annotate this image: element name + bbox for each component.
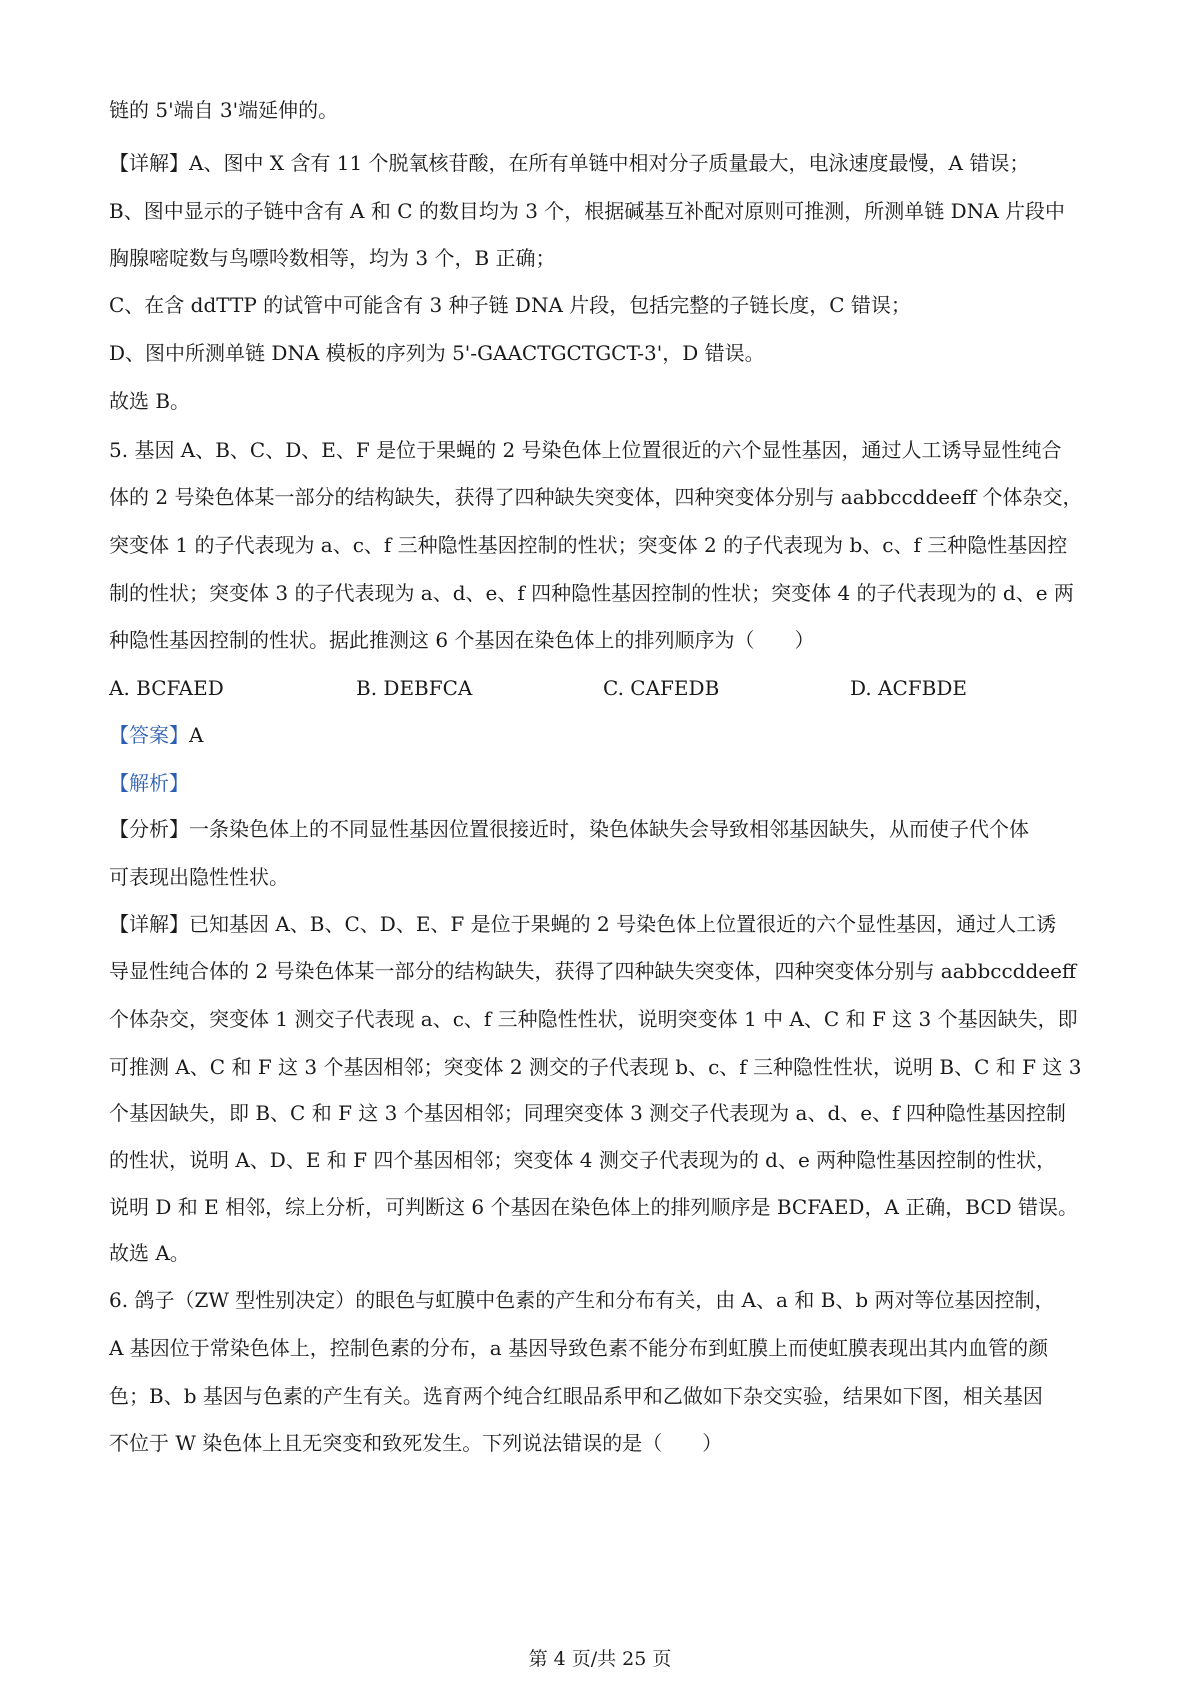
text-line: 个基因缺失，即 B、C 和 F 这 3 个基因相邻；同理突变体 3 测交子代表现为 a、d、e、f 四种隐性基因控制 — [109, 1101, 1066, 1125]
answer-line — [109, 722, 1099, 748]
text-line: 【详解】A、图中 X 含有 11 个脱氧核苷酸，在所有单链中相对分子质量最大，电泳速度最慢，A 错误； — [109, 151, 1030, 175]
question-5-text: 体的 2 号染色体某一部分的结构缺失，获得了四种缺失突变体，四种突变体分别与 aabbccddeeff 个体杂交， — [109, 485, 1083, 509]
question-6-text: 不位于 W 染色体上且无突变和致死发生。下列说法错误的是（ ） — [109, 1431, 723, 1455]
question-5-text: 5. 基因 A、B、C、D、E、F 是位于果蝇的 2 号染色体上位置很近的六个显性基因，通过人工诱导显性纯合 — [109, 438, 1062, 462]
text-line: 【详解】已知基因 A、B、C、D、E、F 是位于果蝇的 2 号染色体上位置很近的六个显性基因，通过人工诱 — [109, 912, 1057, 936]
text-line: 链的 5'端自 3'端延伸的。 — [109, 98, 339, 122]
answer-label: 【答案】 — [109, 723, 189, 747]
option-a: A. BCFAED — [109, 676, 224, 700]
text-line: 导显性纯合体的 2 号染色体某一部分的结构缺失，获得了四种缺失突变体，四种突变体分别与 aabbccddeeff — [109, 959, 1077, 983]
question-6-text: A 基因位于常染色体上，控制色素的分布，a 基因导致色素不能分布到虹膜上而使虹膜表现出其内血管的颜 — [109, 1336, 1049, 1360]
text-line: 故选 A。 — [109, 1241, 190, 1265]
option-c: C. CAFEDB — [603, 676, 720, 700]
question-5-text: 制的性状；突变体 3 的子代表现为 a、d、e、f 四种隐性基因控制的性状；突变体 4 的子代表现为的 d、e 两 — [109, 581, 1074, 605]
option-b: B. DEBFCA — [356, 676, 473, 700]
text-line: 【分析】一条染色体上的不同显性基因位置很接近时，染色体缺失会导致相邻基因缺失，从而使子代个体 — [109, 817, 1029, 841]
option-d: D. ACFBDE — [850, 676, 967, 700]
text-line: 可推测 A、C 和 F 这 3 个基因相邻；突变体 2 测交的子代表现 b、c、f 三种隐性性状，说明 B、C 和 F 这 3 — [109, 1055, 1082, 1079]
text-line: 胸腺嘧啶数与鸟嘌呤数相等，均为 3 个，B 正确； — [109, 246, 556, 270]
question-5-text: 突变体 1 的子代表现为 a、c、f 三种隐性基因控制的性状；突变体 2 的子代表现为 b、c、f 三种隐性基因控 — [109, 533, 1068, 557]
text-line: B、图中显示的子链中含有 A 和 C 的数目均为 3 个，根据碱基互补配对原则可推测，所测单链 DNA 片段中 — [109, 199, 1066, 223]
text-line: C、在含 ddTTP 的试管中可能含有 3 种子链 DNA 片段，包括完整的子链长度，C 错误； — [109, 293, 911, 317]
text-line: 可表现出隐性性状。 — [109, 865, 289, 889]
analysis-label: 【解析】 — [109, 771, 189, 795]
text-line: 的性状，说明 A、D、E 和 F 四个基因相邻；突变体 4 测交子代表现为的 d、e 两种隐性基因控制的性状， — [109, 1148, 1057, 1172]
page-footer: 第 4 页/共 25 页 — [528, 1648, 672, 1670]
text-line: 故选 B。 — [109, 389, 191, 413]
text-line: 说明 D 和 E 相邻，综上分析，可判断这 6 个基因在染色体上的排列顺序是 BCFAED，A 正确，BCD 错误。 — [109, 1195, 1079, 1219]
text-line: 个体杂交，突变体 1 测交子代表现 a、c、f 三种隐性性状，说明突变体 1 中 A、C 和 F 这 3 个基因缺失，即 — [109, 1007, 1078, 1031]
text-line: D、图中所测单链 DNA 模板的序列为 5'-GAACTGCTGCT-3'，D 错误。 — [109, 341, 765, 365]
question-6-text: 色；B、b 基因与色素的产生有关。选育两个纯合红眼品系甲和乙做如下杂交实验，结果如下图，相关基因 — [109, 1384, 1043, 1408]
question-5-text: 种隐性基因控制的性状。据此推测这 6 个基因在染色体上的排列顺序为（ ） — [109, 628, 815, 652]
question-6-text: 6. 鸽子（ZW 型性别决定）的眼色与虹膜中色素的产生和分布有关，由 A、a 和 B、b 两对等位基因控制， — [109, 1288, 1055, 1312]
answer-value: A — [189, 723, 204, 747]
